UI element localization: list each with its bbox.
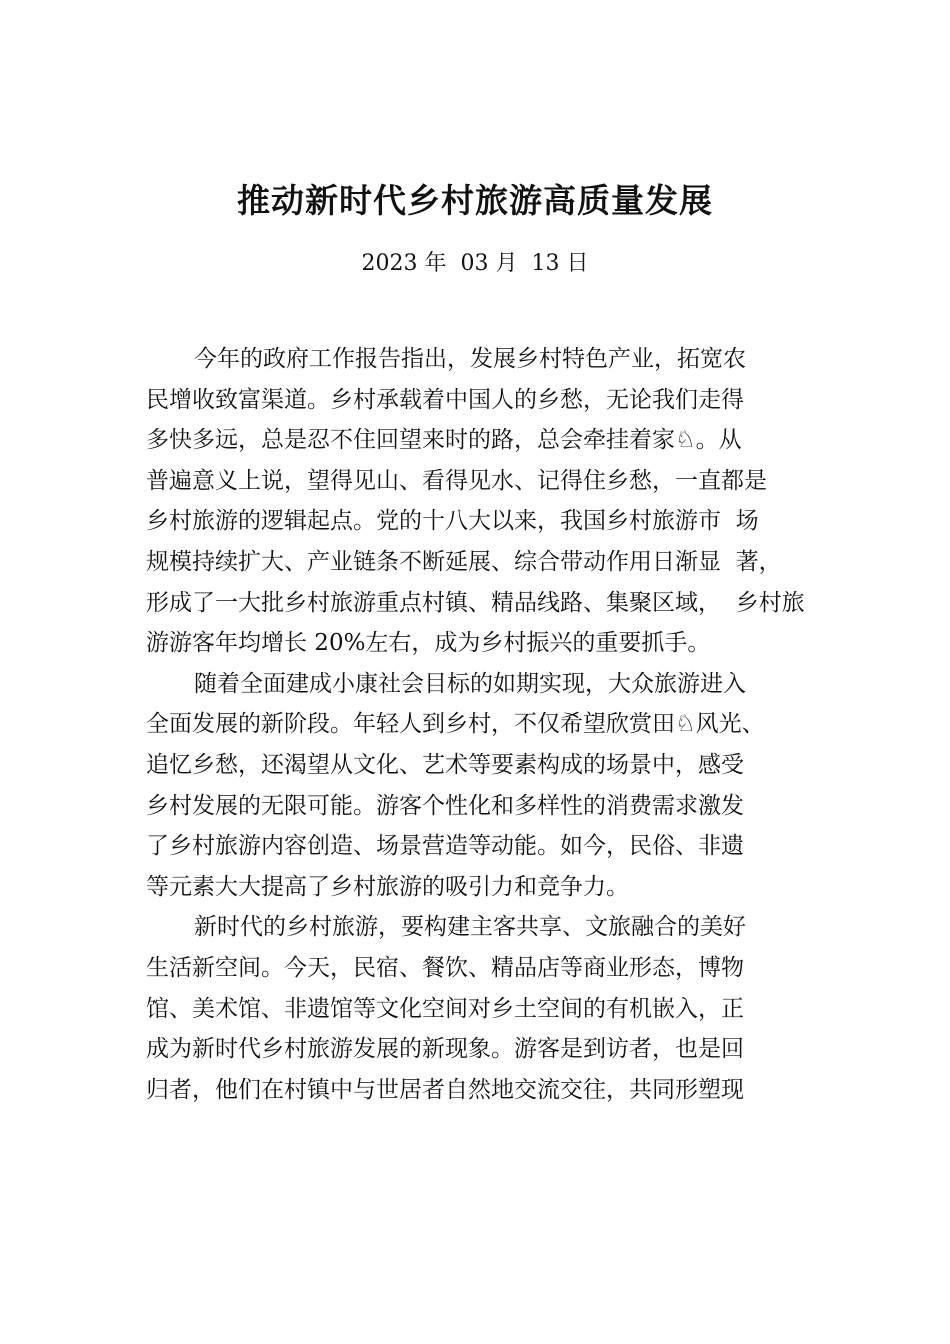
text-line: 规模持续扩大、产业链条不断延展、综合带动作用日渐显 著，	[146, 548, 782, 575]
article-body	[146, 339, 826, 1110]
text-line: 今年的政府工作报告指出，发展乡村特色产业，拓宽农	[194, 346, 746, 372]
text-line: 乡村发展的无限可能。游客个性化和多样性的消费需求激发	[146, 792, 744, 819]
publish-date: 2023 年 03 月 13 日	[361, 251, 589, 276]
text-line: 形成了一大批乡村旅游重点村镇、精品线路、集聚区域， 乡村旅	[146, 589, 805, 616]
text-line: 游游客年均增长 20%左右，成为乡村振兴的重要抓手。	[146, 630, 711, 657]
text-line: 了乡村旅游内容创造、场景营造等动能。如今，民俗、非遗	[146, 833, 744, 860]
text-line: 普遍意义上说，望得见山、看得见水、记得住乡愁，一直都是	[146, 467, 767, 494]
text-line: 全面发展的新阶段。年轻人到乡村，不仅希望欣赏田♘风光、	[146, 711, 765, 738]
text-line: 多快多远，总是忍不住回望来时的路，总会牵挂着家♘。从	[146, 427, 742, 454]
text-line: 等元素大大提高了乡村旅游的吸引力和竞争力。	[146, 873, 629, 900]
text-line: 馆、美术馆、非遗馆等文化空间对乡土空间的有机嵌入，正	[146, 995, 744, 1022]
text-line: 追忆乡愁，还渴望从文化、艺术等要素构成的场景中，感受	[146, 751, 744, 778]
text-line: 民增收致富渠道。乡村承载着中国人的乡愁，无论我们走得	[146, 386, 744, 413]
text-line: 乡村旅游的逻辑起点。党的十八大以来，我国乡村旅游市 场	[146, 508, 759, 535]
page-title: 推动新时代乡村旅游高质量发展	[237, 181, 713, 220]
text-line: 生活新空间。今天，民宿、餐饮、精品店等商业形态，博物	[146, 954, 744, 981]
text-line: 成为新时代乡村旅游发展的新现象。游客是到访者，也是回	[146, 1036, 744, 1063]
text-line: 新时代的乡村旅游，要构建主客共享、文旅融合的美好	[194, 914, 746, 941]
text-line: 随着全面建成小康社会目标的如期实现，大众旅游进入	[194, 670, 746, 697]
text-line: 归者，他们在村镇中与世居者自然地交流交往，共同形塑现	[146, 1076, 744, 1103]
